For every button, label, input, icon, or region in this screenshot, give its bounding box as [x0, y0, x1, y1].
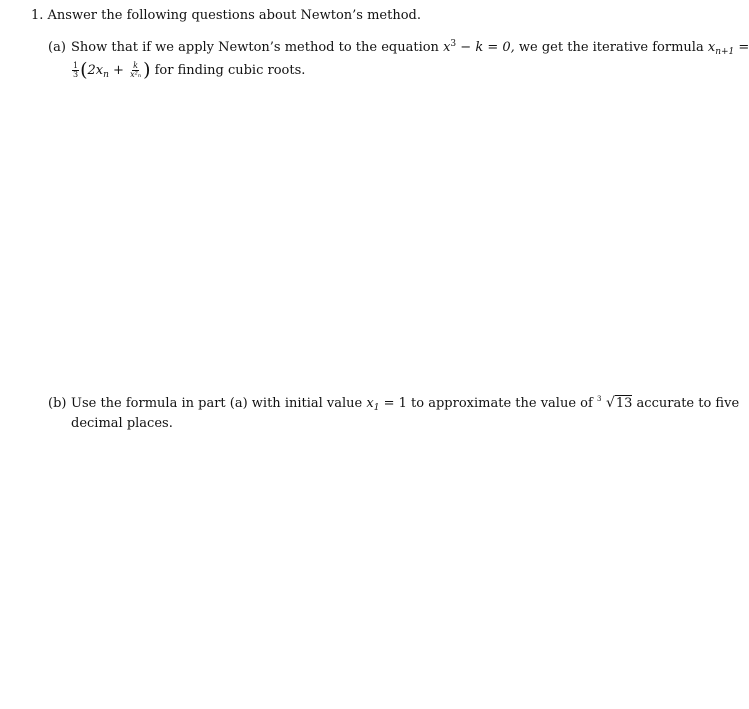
initial-variable: x [366, 396, 374, 411]
formula-equals: = [734, 40, 749, 55]
radicand: 13 [615, 396, 633, 411]
part-a-equation [443, 40, 515, 55]
part-b-label: (b) [48, 396, 67, 411]
formula-inner [88, 63, 129, 78]
part-b-text-3: accurate to five [636, 396, 740, 411]
fraction-one-third [72, 62, 79, 79]
part-a-line-2 [48, 61, 692, 84]
part-a-label: (a) [48, 40, 66, 55]
part-b [48, 395, 740, 432]
part-a [48, 35, 749, 84]
formula-lhs-variable: x [707, 40, 716, 55]
radical-icon: √ [605, 395, 615, 411]
eq-variable: x [443, 40, 451, 55]
part-b-text-4: decimal places. [71, 416, 173, 431]
left-paren: ( [80, 59, 88, 81]
part-b-line-1 [48, 395, 740, 416]
part-b-text-1: Use the formula in part (a) with initial value [71, 396, 363, 411]
formula-plus: + [108, 63, 129, 78]
fraction-k-numerator: k [133, 61, 138, 70]
root-index: 3 [596, 395, 602, 403]
fraction-k-over-x-squared [129, 62, 142, 79]
part-a-text-2: we get the iterative formula [518, 40, 704, 55]
initial-rest: = 1 [379, 396, 407, 411]
problem-stem [31, 8, 421, 24]
part-a-line-1 [48, 35, 749, 61]
fraction-one-third-denominator: 3 [73, 70, 79, 79]
formula-inner-term: 2x [87, 63, 104, 78]
formula-lhs-subscript: n+1 [715, 47, 735, 57]
part-b-line-2 [48, 416, 692, 432]
part-a-text-3: for finding cubic roots. [154, 63, 306, 78]
part-a-text-1: Show that if we apply Newton’s method to the equation [71, 40, 439, 55]
cube-root-13 [597, 395, 632, 412]
right-paren: ) [143, 59, 151, 81]
initial-value [366, 396, 407, 411]
formula-lhs [708, 40, 749, 55]
fraction-k-denominator: x²ₙ [130, 70, 142, 79]
problem-number: 1. [31, 8, 44, 23]
fraction-one-third-numerator: 1 [73, 61, 79, 70]
formula-inner-subscript: n [103, 70, 109, 80]
initial-subscript: 1 [373, 403, 380, 413]
eq-rest: − k = 0, [456, 40, 515, 55]
part-b-text-2: to approximate the value of [411, 396, 593, 411]
problem-stem-text: Answer the following questions about Newton’s method. [47, 8, 421, 23]
eq-exponent: 3 [450, 39, 457, 49]
